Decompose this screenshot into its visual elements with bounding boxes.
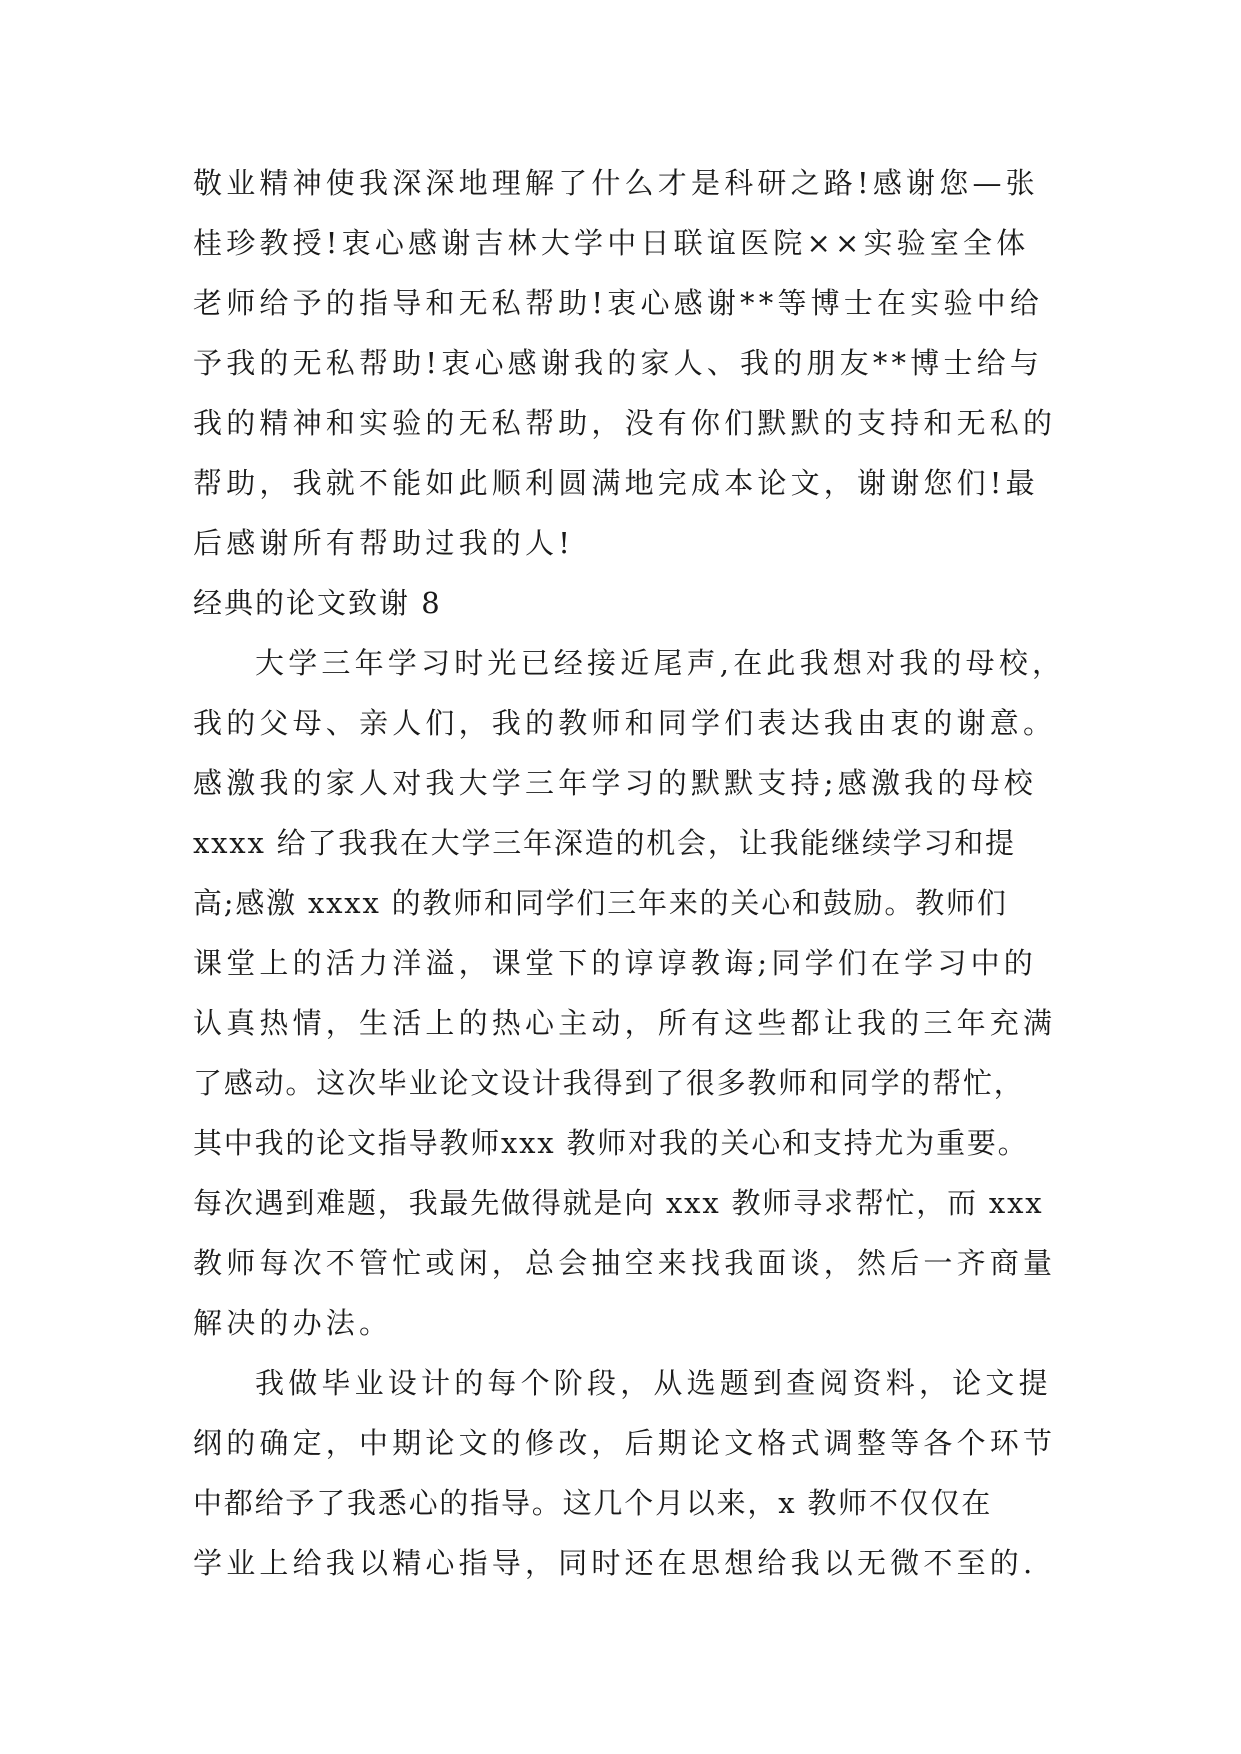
text-line: 老师给予的指导和无私帮助!衷心感谢**等博士在实验中给 bbox=[193, 286, 1044, 320]
section-heading: 经典的论文致谢 8 bbox=[193, 586, 442, 620]
paragraph-line: 感激我的家人对我大学三年学习的默默支持;感激我的母校 bbox=[193, 766, 1037, 800]
paragraph-line: 大学三年学习时光已经接近尾声,在此我想对我的母校， bbox=[255, 646, 1066, 680]
paragraph-line: 我的父母、亲人们，我的教师和同学们表达我由衷的谢意。 bbox=[193, 706, 1057, 740]
paragraph-line: 课堂上的活力洋溢，课堂下的谆谆教诲;同学们在学习中的 bbox=[193, 946, 1037, 980]
paragraph-line: 高;感激 xxxx 的教师和同学们三年来的关心和鼓励。教师们 bbox=[193, 886, 1008, 920]
paragraph-line: 学业上给我以精心指导，同时还在思想给我以无微不至的. bbox=[193, 1546, 1037, 1580]
text-line: 予我的无私帮助!衷心感谢我的家人、我的朋友**博士给与 bbox=[193, 346, 1044, 380]
text-line: 后感谢所有帮助过我的人! bbox=[193, 526, 575, 560]
paragraph-line: 其中我的论文指导教师xxx 教师对我的关心和支持尤为重要。 bbox=[193, 1126, 1029, 1160]
paragraph-line: 教师每次不管忙或闲，总会抽空来找我面谈，然后一齐商量 bbox=[193, 1246, 1057, 1280]
text-line: 帮助，我就不能如此顺利圆满地完成本论文，谢谢您们!最 bbox=[193, 466, 1039, 500]
paragraph-line: xxxx 给了我我在大学三年深造的机会，让我能继续学习和提 bbox=[193, 826, 1016, 860]
paragraph-line: 认真热情，生活上的热心主动，所有这些都让我的三年充满 bbox=[193, 1006, 1057, 1040]
paragraph-line: 解决的办法。 bbox=[193, 1306, 393, 1340]
paragraph-line: 我做毕业设计的每个阶段，从选题到查阅资料，论文提 bbox=[255, 1366, 1052, 1400]
paragraph-line: 纲的确定，中期论文的修改，后期论文格式调整等各个环节 bbox=[193, 1426, 1057, 1460]
text-line: 敬业精神使我深深地理解了什么才是科研之路!感谢您—张 bbox=[193, 166, 1039, 200]
paragraph-line: 中都给予了我悉心的指导。这几个月以来，x 教师不仅仅在 bbox=[193, 1486, 993, 1520]
paragraph-line: 每次遇到难题，我最先做得就是向 xxx 教师寻求帮忙，而 xxx bbox=[193, 1186, 1044, 1220]
paragraph-line: 了感动。这次毕业论文设计我得到了很多教师和同学的帮忙， bbox=[193, 1066, 1025, 1100]
text-line: 我的精神和实验的无私帮助，没有你们默默的支持和无私的 bbox=[193, 406, 1057, 440]
text-line: 桂珍教授!衷心感谢吉林大学中日联谊医院××实验室全体 bbox=[193, 226, 1030, 260]
